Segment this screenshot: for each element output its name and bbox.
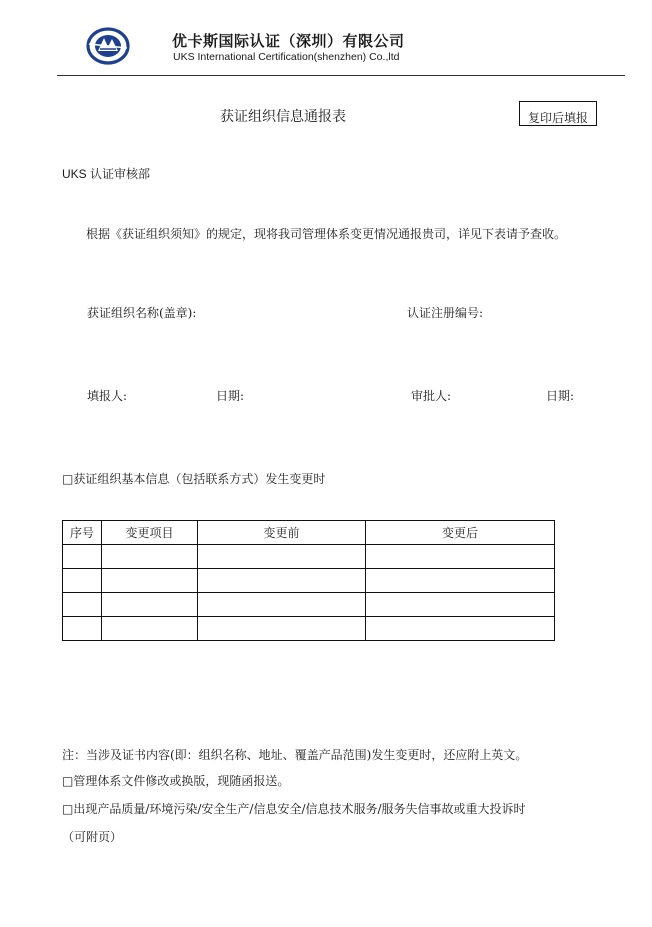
date-label-1: 日期:: [216, 389, 245, 403]
header-divider: [57, 75, 625, 76]
org-name-label: 获证组织名称(盖章):: [87, 306, 197, 320]
table-cell[interactable]: [198, 545, 366, 569]
table-cell[interactable]: [366, 569, 555, 593]
reg-no-label: 认证注册编号:: [407, 306, 484, 320]
table-cell[interactable]: [102, 617, 198, 641]
table-cell[interactable]: [198, 593, 366, 617]
change-table: [62, 520, 555, 641]
note-english-requirement: 注：当涉及证书内容(即：组织名称、地址、覆盖产品范围)发生变更时，还应附上英文。: [62, 748, 528, 762]
table-cell[interactable]: [63, 569, 102, 593]
checkbox-system-doc-change[interactable]: □管理体系文件修改或换版，现随函报送。: [62, 774, 290, 788]
header-before: 变更前: [198, 521, 366, 545]
date-label-2: 日期:: [546, 389, 575, 403]
table-cell[interactable]: [366, 545, 555, 569]
table-row: [63, 545, 555, 569]
checkbox-incident-report[interactable]: □出现产品质量/环境污染/安全生产/信息安全/信息技术服务/服务失信事故或重大投诉时: [62, 802, 526, 816]
table-cell[interactable]: [102, 593, 198, 617]
fill-after-copy-box: 复印后填报: [519, 101, 597, 126]
table-cell[interactable]: [102, 569, 198, 593]
header-seq: 序号: [63, 521, 102, 545]
header-after: 变更后: [366, 521, 555, 545]
filler-label: 填报人:: [87, 389, 128, 403]
company-name-en: UKS International Certification(shenzhen) Co.,ltd: [173, 51, 400, 63]
uks-logo-icon: [86, 26, 130, 66]
table-cell[interactable]: [63, 593, 102, 617]
table-row: [63, 617, 555, 641]
recipient-text: UKS 认证审核部: [62, 167, 151, 181]
form-title: 获证组织信息通报表: [220, 109, 346, 125]
table-row: [63, 569, 555, 593]
table-cell[interactable]: [198, 617, 366, 641]
table-cell[interactable]: [366, 593, 555, 617]
table-cell[interactable]: [366, 617, 555, 641]
table-cell[interactable]: [63, 545, 102, 569]
recipient: [62, 167, 150, 181]
checkbox-basic-info-change[interactable]: □获证组织基本信息（包括联系方式）发生变更时: [62, 472, 326, 486]
company-name-cn: 优卡斯国际认证（深圳）有限公司: [172, 32, 405, 50]
approver-label: 审批人:: [411, 389, 452, 403]
table-cell[interactable]: [102, 545, 198, 569]
intro-paragraph: 根据《获证组织须知》的规定，现将我司管理体系变更情况通报贵司，详见下表请予查收。: [86, 227, 567, 241]
attachment-note: （可附页）: [62, 830, 123, 844]
table-cell[interactable]: [63, 617, 102, 641]
table-cell[interactable]: [198, 569, 366, 593]
table-header-row: [63, 521, 555, 545]
table-row: [63, 593, 555, 617]
header-change-item: 变更项目: [102, 521, 198, 545]
